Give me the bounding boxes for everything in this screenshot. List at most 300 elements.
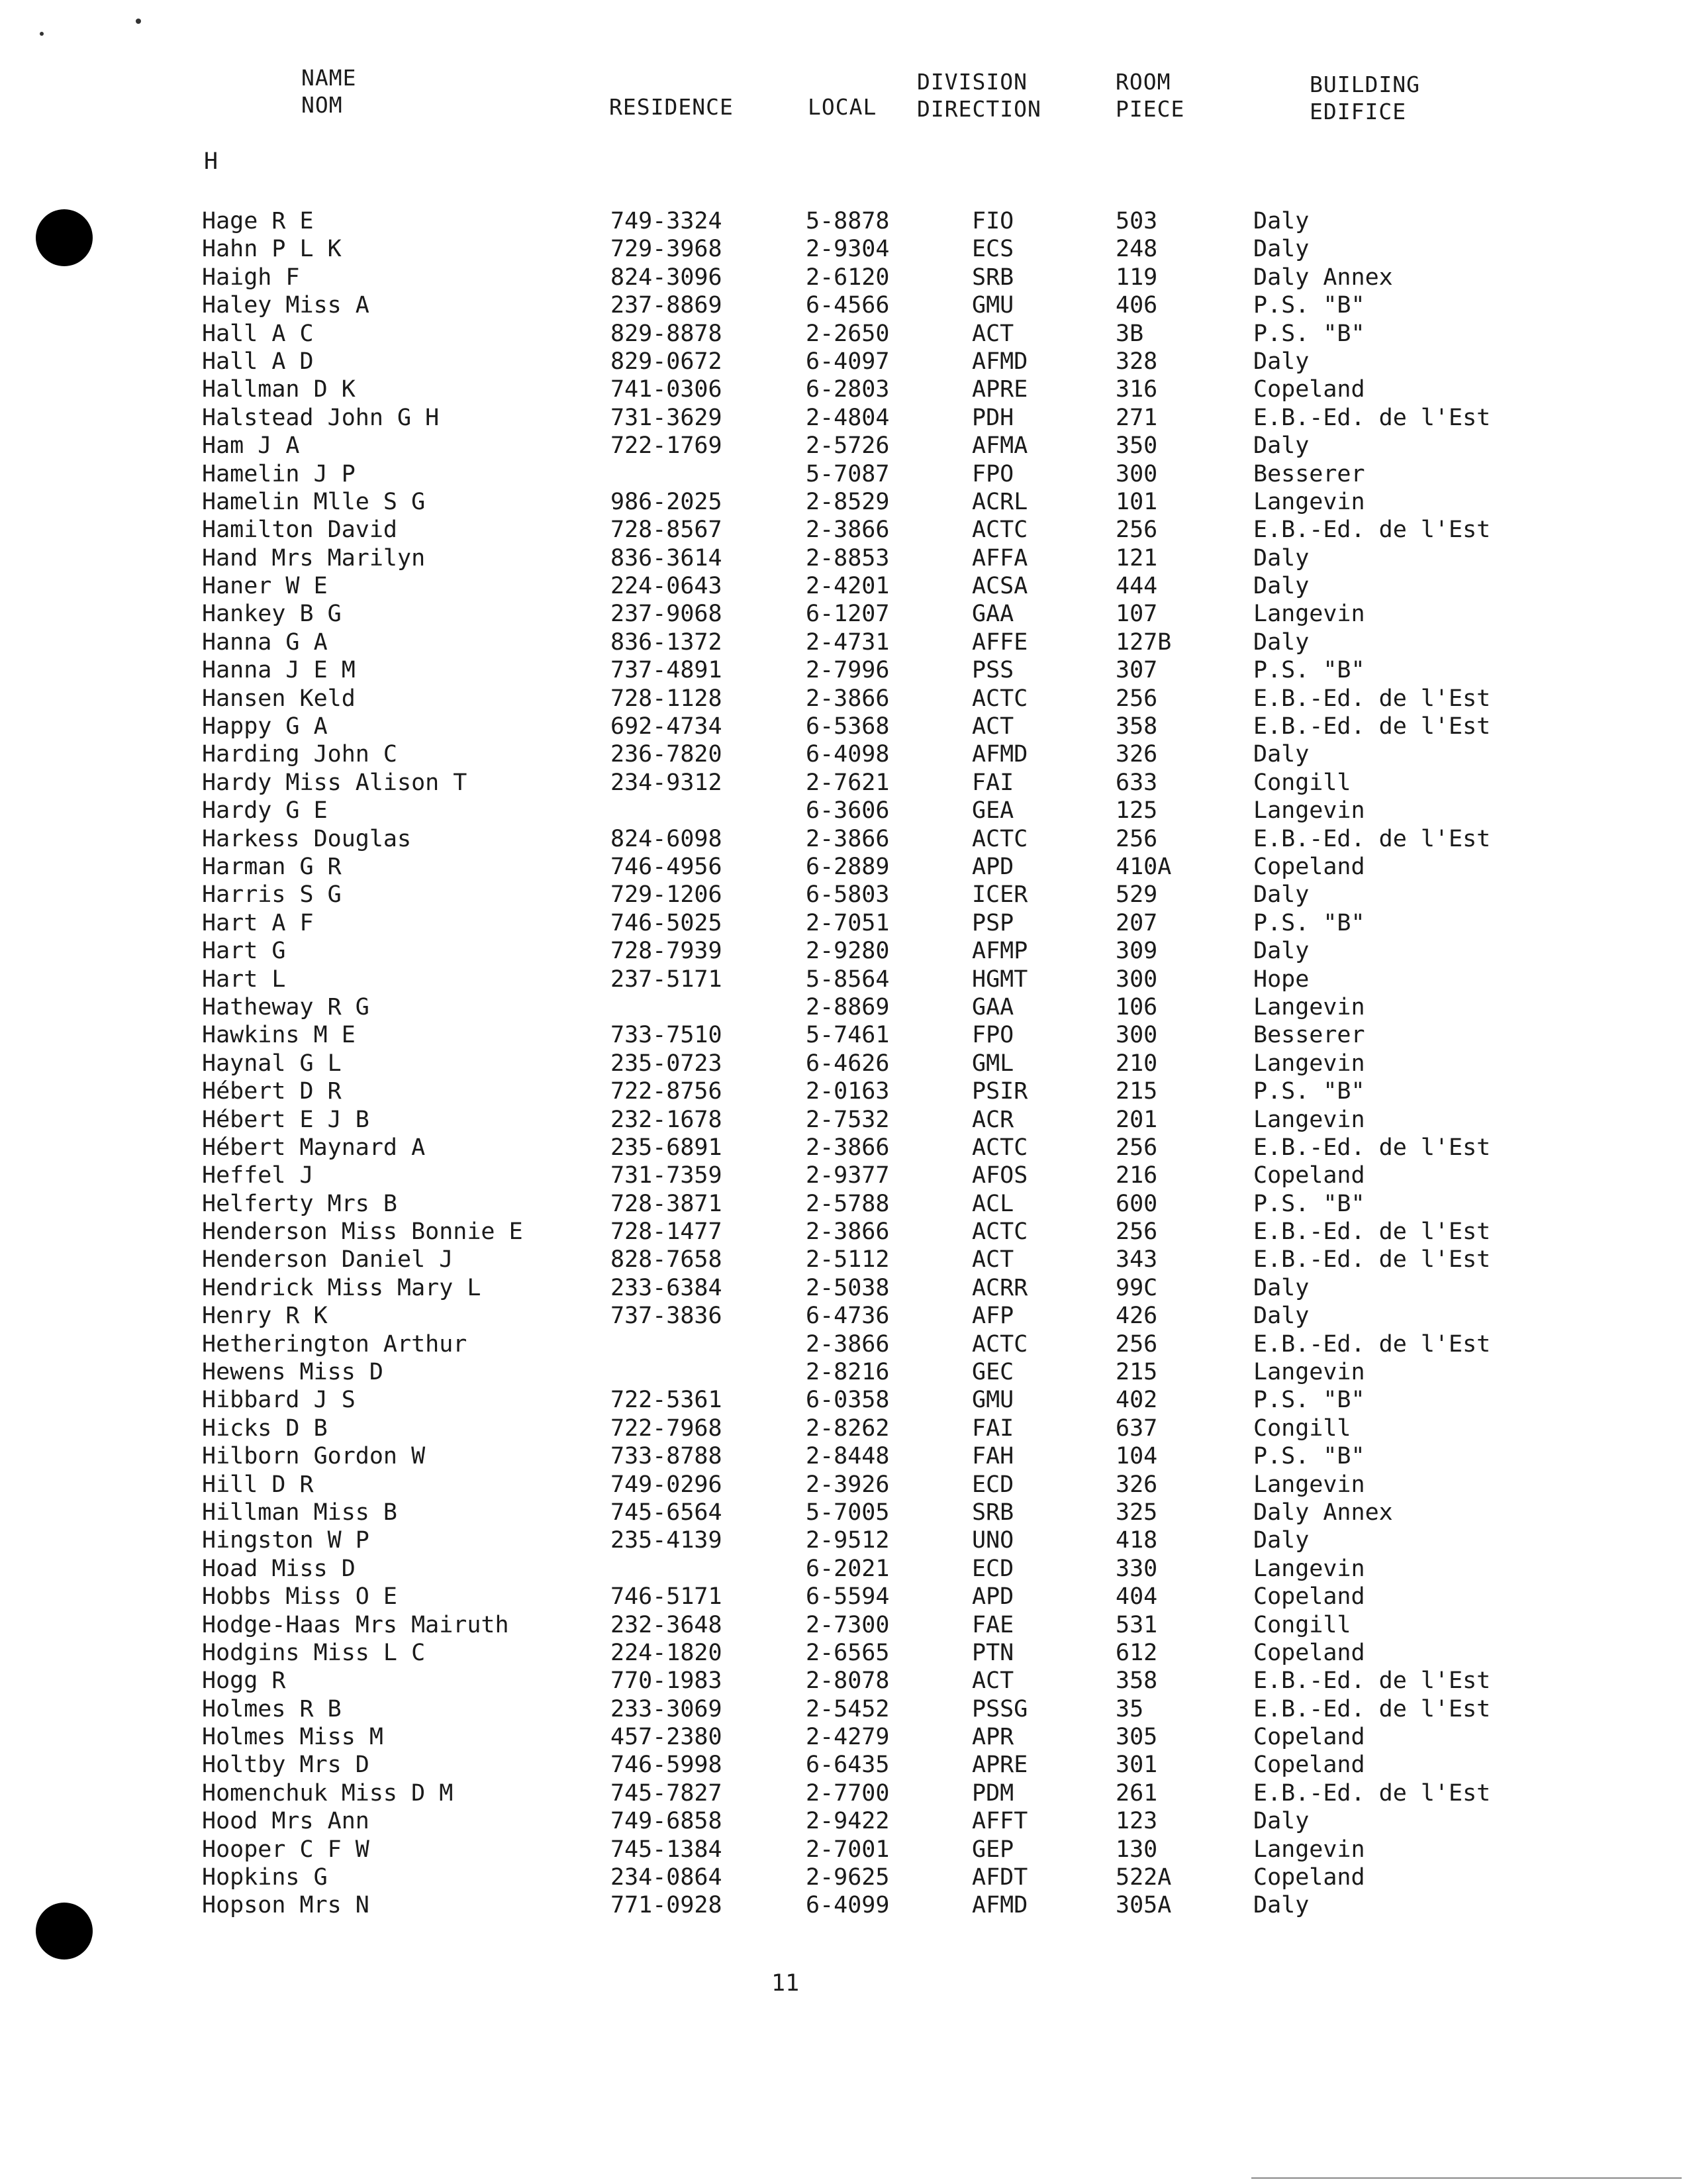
entry-name: Hébert E J B [202,1106,369,1133]
entry-building: P.S. "B" [1253,320,1365,347]
entry-local-phone: 6-0358 [806,1387,890,1414]
entry-local-phone: 2-8869 [806,993,890,1020]
entry-building: Daly [1253,348,1310,375]
directory-row [0,825,1683,853]
entry-building: Copeland [1253,1162,1365,1189]
entry-division: SRB [972,264,1014,291]
entry-building: Daly [1253,573,1310,600]
entry-room: 633 [1116,769,1158,796]
directory-row [0,375,1683,403]
entry-room: 300 [1116,460,1158,487]
entry-name: Hall A C [202,320,314,347]
header-residence [609,93,734,121]
entry-residence-phone: 771-0928 [610,1892,722,1919]
entry-residence-phone: 737-3836 [610,1303,722,1330]
entry-residence-phone: 237-9068 [610,601,722,628]
entry-division: GEP [972,1836,1014,1863]
entry-local-phone: 2-4201 [806,573,890,600]
entry-name: Hébert D R [202,1078,342,1105]
entry-building: Langevin [1253,601,1365,628]
entry-building: Daly [1253,544,1310,571]
entry-name: Haigh F [202,264,300,291]
entry-room: 343 [1116,1246,1158,1273]
entry-name: Haynal G L [202,1050,342,1077]
entry-residence-phone: 737-4891 [610,657,722,684]
entry-room: 325 [1116,1499,1158,1526]
directory-row [0,1190,1683,1218]
entry-local-phone: 2-8262 [806,1415,890,1442]
entry-division: AFP [972,1303,1014,1330]
entry-name: Hewens Miss D [202,1359,383,1386]
entry-division: GMU [972,292,1014,319]
entry-residence-phone: 728-7939 [610,938,722,965]
directory-row [0,1246,1683,1273]
entry-local-phone: 2-7996 [806,657,890,684]
entry-local-phone: 2-9625 [806,1864,890,1891]
directory-row [0,1162,1683,1189]
entry-name: Harris S G [202,881,342,909]
entry-local-phone: 2-6565 [806,1639,890,1666]
entry-residence-phone: 237-8869 [610,292,722,319]
entry-name: Haner W E [202,573,328,600]
entry-room: 3B [1116,320,1144,347]
entry-local-phone: 5-8564 [806,966,890,993]
entry-division: GMU [972,1387,1014,1414]
entry-building: P.S. "B" [1253,1190,1365,1217]
entry-local-phone: 2-4804 [806,404,890,431]
directory-row [0,656,1683,684]
entry-name: Hobbs Miss O E [202,1583,398,1611]
header-residence-label: RESIDENCE [609,94,734,120]
entry-name: Harkess Douglas [202,825,412,852]
entry-name: Holmes R B [202,1695,342,1722]
entry-building: Copeland [1253,1724,1365,1751]
entry-room: 358 [1116,713,1158,740]
entry-division: SRB [972,1499,1014,1526]
entry-residence-phone: 224-1820 [610,1639,722,1666]
entry-local-phone: 6-2021 [806,1555,890,1582]
header-room-fr: PIECE [1116,96,1185,122]
entry-residence-phone: 729-3968 [610,236,722,263]
directory-row [0,1077,1683,1105]
entry-room: 256 [1116,1218,1158,1246]
entry-local-phone: 2-5112 [806,1246,890,1273]
entry-name: Hébert Maynard A [202,1134,426,1161]
entry-residence-phone: 234-9312 [610,769,722,796]
entry-room: 358 [1116,1667,1158,1695]
entry-residence-phone: 728-3871 [610,1190,722,1217]
entry-room: 107 [1116,601,1158,628]
entry-division: GEA [972,797,1014,824]
entry-division: ACTC [972,685,1028,712]
entry-residence-phone: 235-4139 [610,1527,722,1554]
header-division [917,68,1041,123]
entry-local-phone: 5-7005 [806,1499,890,1526]
entry-building: Daly [1253,432,1310,460]
entry-division: FAI [972,1415,1014,1442]
entry-residence-phone: 728-1477 [610,1218,722,1246]
entry-room: 326 [1116,741,1158,768]
entry-building: Daly [1253,628,1310,656]
entry-building: Copeland [1253,1583,1365,1611]
entry-room: 402 [1116,1387,1158,1414]
entry-local-phone: 6-1207 [806,601,890,628]
header-division-en: DIVISION [917,69,1028,95]
entry-residence-phone: 836-3614 [610,544,722,571]
entry-building: Langevin [1253,1050,1365,1077]
directory-row [0,966,1683,993]
directory-row [0,1555,1683,1583]
entry-residence-phone: 233-6384 [610,1274,722,1301]
directory-row [0,235,1683,263]
entry-name: Hood Mrs Ann [202,1808,369,1835]
entry-room: 300 [1116,966,1158,993]
directory-row [0,713,1683,740]
entry-room: 316 [1116,376,1158,403]
entry-local-phone: 2-9512 [806,1527,890,1554]
directory-row [0,1358,1683,1386]
entry-division: ACTC [972,1134,1028,1161]
entry-room: 215 [1116,1078,1158,1105]
entry-building: Copeland [1253,376,1365,403]
entry-local-phone: 2-3866 [806,1218,890,1246]
entry-building: E.B.-Ed. de l'Est [1253,517,1491,544]
entry-building: Daly [1253,741,1310,768]
entry-room: 404 [1116,1583,1158,1611]
directory-row [0,1499,1683,1526]
entry-name: Hopson Mrs N [202,1892,369,1919]
entry-local-phone: 6-6435 [806,1752,890,1779]
entry-division: FAE [972,1611,1014,1638]
entry-division: ACSA [972,573,1028,600]
entry-room: 406 [1116,292,1158,319]
directory-row [0,797,1683,824]
entry-residence-phone: 746-4956 [610,853,722,880]
entry-building: E.B.-Ed. de l'Est [1253,685,1491,712]
directory-row [0,1386,1683,1414]
entry-residence-phone: 749-3324 [610,208,722,234]
entry-name: Helferty Mrs B [202,1190,398,1217]
entry-room: 215 [1116,1359,1158,1386]
entry-building: Besserer [1253,1022,1365,1049]
entry-building: P.S. "B" [1253,292,1365,319]
entry-local-phone: 2-3866 [806,825,890,852]
entry-residence-phone: 746-5171 [610,1583,722,1611]
entry-building: Langevin [1253,993,1365,1020]
entry-room: 216 [1116,1162,1158,1189]
entry-local-phone: 6-4098 [806,741,890,768]
entry-room: 101 [1116,488,1158,515]
entry-division: PSS [972,657,1014,684]
entry-building: Copeland [1253,1864,1365,1891]
directory-row [0,685,1683,713]
entry-division: ACT [972,1667,1014,1695]
entry-residence-phone: 745-1384 [610,1836,722,1863]
entry-division: AFOS [972,1162,1028,1189]
entry-division: APD [972,1583,1014,1611]
entry-division: AFMD [972,348,1028,375]
directory-row [0,1583,1683,1611]
directory-row [0,291,1683,319]
entry-building: Langevin [1253,488,1365,515]
entry-local-phone: 2-5788 [806,1190,890,1217]
entry-name: Hart A F [202,909,314,936]
entry-name: Homenchuk Miss D M [202,1779,454,1807]
directory-row [0,1134,1683,1162]
entry-local-phone: 2-8078 [806,1667,890,1695]
entry-name: Hanna J E M [202,657,356,684]
directory-row [0,320,1683,348]
directory-row [0,740,1683,768]
entry-residence-phone: 745-6564 [610,1499,722,1526]
directory-row [0,853,1683,881]
entry-division: ACTC [972,517,1028,544]
entry-name: Henderson Miss Bonnie E [202,1218,523,1246]
entry-local-phone: 2-0163 [806,1078,890,1105]
entry-local-phone: 6-2803 [806,376,890,403]
directory-row [0,1218,1683,1246]
directory-row [0,1611,1683,1639]
entry-residence-phone: 749-0296 [610,1471,722,1498]
entry-division: ECS [972,236,1014,263]
entry-local-phone: 6-4626 [806,1050,890,1077]
entry-local-phone: 2-5726 [806,432,890,460]
entry-name: Hogg R [202,1667,286,1695]
entry-division: GAA [972,993,1014,1020]
entry-division: GAA [972,601,1014,628]
entry-building: Daly [1253,1892,1310,1919]
entry-residence-phone: 746-5025 [610,909,722,936]
entry-local-phone: 2-8529 [806,488,890,515]
entry-residence-phone: 829-0672 [610,348,722,375]
directory-row [0,1667,1683,1695]
entry-room: 99C [1116,1274,1158,1301]
directory-row [0,1302,1683,1330]
directory-row [0,544,1683,572]
entry-room: 600 [1116,1190,1158,1217]
entry-division: AFFA [972,544,1028,571]
entry-building: E.B.-Ed. de l'Est [1253,404,1491,431]
entry-division: APR [972,1724,1014,1751]
directory-row [0,572,1683,600]
entry-residence-phone: 722-1769 [610,432,722,460]
entry-building: E.B.-Ed. de l'Est [1253,1218,1491,1246]
entry-room: 256 [1116,1330,1158,1358]
entry-division: PSIR [972,1078,1028,1105]
entry-name: Hart G [202,938,286,965]
entry-building: P.S. "B" [1253,1078,1365,1105]
entry-local-phone: 2-9280 [806,938,890,965]
scan-edge-line [1251,2177,1682,2179]
entry-residence-phone: 828-7658 [610,1246,722,1273]
entry-building: Copeland [1253,853,1365,880]
header-name-fr: NOM [301,92,343,118]
entry-building: Hope [1253,966,1310,993]
entry-building: Copeland [1253,1752,1365,1779]
entry-building: P.S. "B" [1253,657,1365,684]
entry-local-phone: 6-4566 [806,292,890,319]
entry-division: ACTC [972,1330,1028,1358]
entry-name: Heffel J [202,1162,314,1189]
entry-building: P.S. "B" [1253,1387,1365,1414]
entry-division: PDM [972,1779,1014,1807]
entry-local-phone: 2-2650 [806,320,890,347]
entry-residence-phone: 233-3069 [610,1695,722,1722]
entry-name: Hardy Miss Alison T [202,769,467,796]
directory-row [0,404,1683,432]
entry-local-phone: 6-4736 [806,1303,890,1330]
entry-room: 104 [1116,1443,1158,1470]
entry-room: 127B [1116,628,1172,656]
entry-division: ICER [972,881,1028,909]
entry-residence-phone: 457-2380 [610,1724,722,1751]
entry-room: 301 [1116,1752,1158,1779]
entry-residence-phone: 224-0643 [610,573,722,600]
directory-row [0,1807,1683,1835]
entry-residence-phone: 733-7510 [610,1022,722,1049]
entry-name: Hicks D B [202,1415,328,1442]
entry-division: ACTC [972,825,1028,852]
directory-row [0,1639,1683,1667]
entry-local-phone: 6-4099 [806,1892,890,1919]
directory-row [0,1526,1683,1554]
entry-division: ECD [972,1471,1014,1498]
entry-residence-phone: 749-6858 [610,1808,722,1835]
directory-row [0,432,1683,460]
entry-room: 207 [1116,909,1158,936]
entry-local-phone: 2-7001 [806,1836,890,1863]
entry-residence-phone: 741-0306 [610,376,722,403]
directory-row [0,460,1683,488]
entry-division: AFMD [972,1892,1028,1919]
entry-division: ACRL [972,488,1028,515]
entry-residence-phone: 824-6098 [610,825,722,852]
entry-room: 522A [1116,1864,1172,1891]
entry-building: Daly [1253,1808,1310,1835]
directory-entries [0,207,1683,1920]
entry-room: 271 [1116,404,1158,431]
entry-name: Holtby Mrs D [202,1752,369,1779]
entry-local-phone: 2-7700 [806,1779,890,1807]
entry-room: 305A [1116,1892,1172,1919]
entry-name: Hill D R [202,1471,314,1498]
entry-division: PDH [972,404,1014,431]
entry-building: P.S. "B" [1253,909,1365,936]
header-local [808,93,877,121]
entry-local-phone: 5-7461 [806,1022,890,1049]
entry-name: Henry R K [202,1303,328,1330]
header-local-label: LOCAL [808,94,877,120]
entry-local-phone: 2-5452 [806,1695,890,1722]
header-building [1310,71,1420,125]
entry-residence-phone: 746-5998 [610,1752,722,1779]
entry-name: Hansen Keld [202,685,356,712]
directory-row [0,1751,1683,1779]
entry-name: Hall A D [202,348,314,375]
directory-row [0,1836,1683,1863]
entry-room: 418 [1116,1527,1158,1554]
entry-room: 529 [1116,881,1158,909]
entry-room: 307 [1116,657,1158,684]
directory-row [0,600,1683,628]
entry-name: Hand Mrs Marilyn [202,544,426,571]
entry-name: Hawkins M E [202,1022,356,1049]
entry-local-phone: 5-8878 [806,208,890,234]
entry-residence-phone: 722-5361 [610,1387,722,1414]
entry-local-phone: 2-3866 [806,1134,890,1161]
directory-row [0,993,1683,1021]
entry-local-phone: 6-3606 [806,797,890,824]
entry-name: Hopkins G [202,1864,328,1891]
entry-division: AFDT [972,1864,1028,1891]
entry-residence-phone: 728-8567 [610,517,722,544]
entry-building: Daly [1253,1274,1310,1301]
entry-name: Hanna G A [202,628,328,656]
entry-residence-phone: 733-8788 [610,1443,722,1470]
entry-building: E.B.-Ed. de l'Est [1253,1330,1491,1358]
directory-row [0,909,1683,937]
header-name-en: NAME [301,65,357,91]
entry-local-phone: 6-5368 [806,713,890,740]
entry-room: 248 [1116,236,1158,263]
entry-name: Hillman Miss B [202,1499,398,1526]
entry-room: 300 [1116,1022,1158,1049]
directory-row [0,516,1683,544]
entry-name: Hodge-Haas Mrs Mairuth [202,1611,509,1638]
directory-row [0,264,1683,291]
entry-building: Daly [1253,881,1310,909]
entry-local-phone: 6-4097 [806,348,890,375]
entry-division: APRE [972,376,1028,403]
entry-division: FPO [972,460,1014,487]
directory-row [0,937,1683,965]
entry-division: APRE [972,1752,1028,1779]
entry-residence-phone: 692-4734 [610,713,722,740]
entry-room: 125 [1116,797,1158,824]
entry-local-phone: 2-9422 [806,1808,890,1835]
entry-name: Harding John C [202,741,398,768]
entry-name: Hetherington Arthur [202,1330,467,1358]
entry-room: 637 [1116,1415,1158,1442]
entry-name: Hamelin J P [202,460,356,487]
entry-residence-phone: 770-1983 [610,1667,722,1695]
entry-local-phone: 2-3926 [806,1471,890,1498]
entry-building: Daly [1253,208,1310,234]
entry-building: Copeland [1253,1639,1365,1666]
entry-local-phone: 2-9304 [806,236,890,263]
entry-division: FPO [972,1022,1014,1049]
header-room-en: ROOM [1116,69,1171,95]
entry-building: Langevin [1253,797,1365,824]
entry-division: AFMP [972,938,1028,965]
entry-local-phone: 2-3866 [806,517,890,544]
header-building-en: BUILDING [1310,72,1420,97]
entry-residence-phone: 237-5171 [610,966,722,993]
entry-division: ECD [972,1555,1014,1582]
entry-room: 503 [1116,208,1158,234]
entry-name: Hatheway R G [202,993,369,1020]
entry-local-phone: 2-4731 [806,628,890,656]
entry-name: Hart L [202,966,286,993]
entry-local-phone: 2-4279 [806,1724,890,1751]
entry-room: 210 [1116,1050,1158,1077]
entry-name: Hankey B G [202,601,342,628]
entry-residence-phone: 234-0864 [610,1864,722,1891]
entry-room: 328 [1116,348,1158,375]
entry-division: FAH [972,1443,1014,1470]
entry-residence-phone: 829-8878 [610,320,722,347]
entry-residence-phone: 232-1678 [610,1106,722,1133]
